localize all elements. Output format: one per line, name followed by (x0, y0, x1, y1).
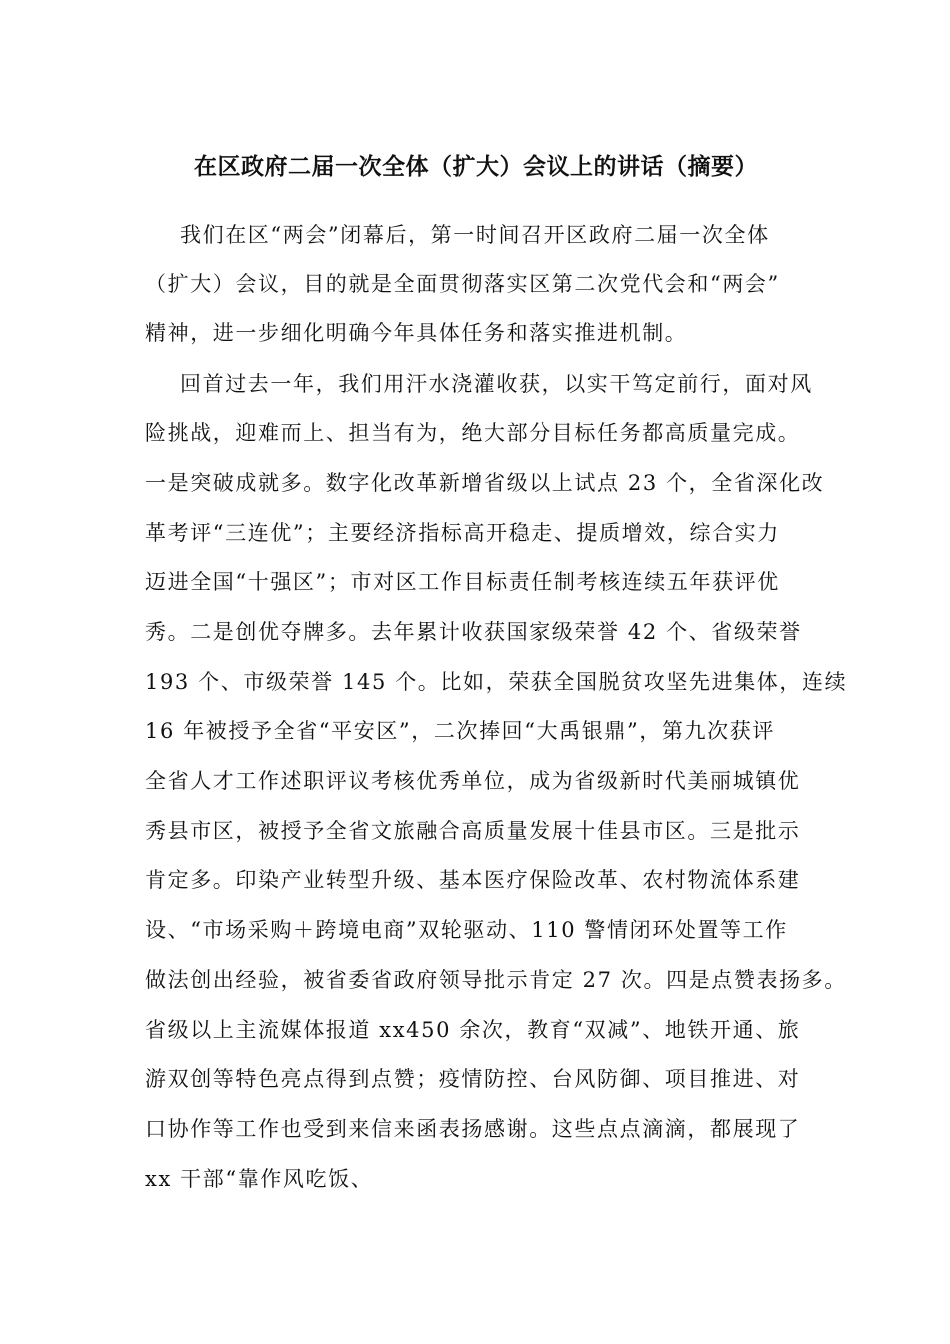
paragraph-2-line-7: 193 个、市级荣誉 145 个。比如，荣获全国脱贫攻坚先进集体，连续 (145, 670, 848, 694)
paragraph-2-line-11: 肯定多。印染产业转型升级、基本医疗保险改革、农村物流体系建 (145, 868, 801, 892)
paragraph-1-line-2: （扩大）会议，目的就是全面贯彻落实区第二次党代会和“两会” (145, 272, 780, 296)
paragraph-2-line-12: 设、“市场采购＋跨境电商”双轮驱动、110 警情闭环处置等工作 (145, 918, 788, 942)
paragraph-2-line-15: 游双创等特色亮点得到点赞；疫情防控、台风防御、项目推进、对 (145, 1067, 801, 1091)
paragraph-2-line-13: 做法创出经验，被省委省政府领导批示肯定 27 次。四是点赞表扬多。 (145, 968, 847, 992)
paragraph-2-line-3: 一是突破成就多。数字化改革新增省级以上试点 23 个，全省深化改 (145, 471, 825, 495)
paragraph-2-line-9: 全省人才工作述职评议考核优秀单位，成为省级新时代美丽城镇优 (145, 769, 801, 793)
paragraph-2-line-2: 险挑战，迎难而上、担当有为，绝大部分目标任务都高质量完成。 (145, 421, 801, 445)
paragraph-2-line-1: 回首过去一年，我们用汗水浇灌收获，以实干笃定前行，面对风 (180, 372, 813, 396)
paragraph-2-line-14: 省级以上主流媒体报道 xx450 余次，教育“双减”、地铁开通、旅 (145, 1018, 801, 1042)
paragraph-2-line-10: 秀县市区，被授予全省文旅融合高质量发展十佳县市区。三是批示 (145, 819, 801, 843)
paragraph-2-line-8: 16 年被授予全省“平安区”，二次捧回“大禹银鼎”，第九次获评 (145, 719, 775, 743)
document-title: 在区政府二届一次全体（扩大）会议上的讲话（摘要） (194, 154, 758, 180)
paragraph-2-line-6: 秀。二是创优夺牌多。去年累计收获国家级荣誉 42 个、省级荣誉 (145, 620, 802, 644)
paragraph-2-line-5: 迈进全国“十强区”；市对区工作目标责任制考核连续五年获评优 (145, 570, 780, 594)
paragraph-2-line-16: 口协作等工作也受到来信来函表扬感谢。这些点点滴滴，都展现了 (145, 1117, 801, 1141)
paragraph-2-line-17: xx 干部“靠作风吃饭、 (145, 1167, 374, 1191)
paragraph-1-line-3: 精神，进一步细化明确今年具体任务和落实推进机制。 (145, 321, 688, 345)
paragraph-1-line-1: 我们在区“两会”闭幕后，第一时间召开区政府二届一次全体 (180, 223, 770, 247)
paragraph-2-line-4: 革考评“三连优”；主要经济指标高开稳走、提质增效，综合实力 (145, 521, 780, 545)
